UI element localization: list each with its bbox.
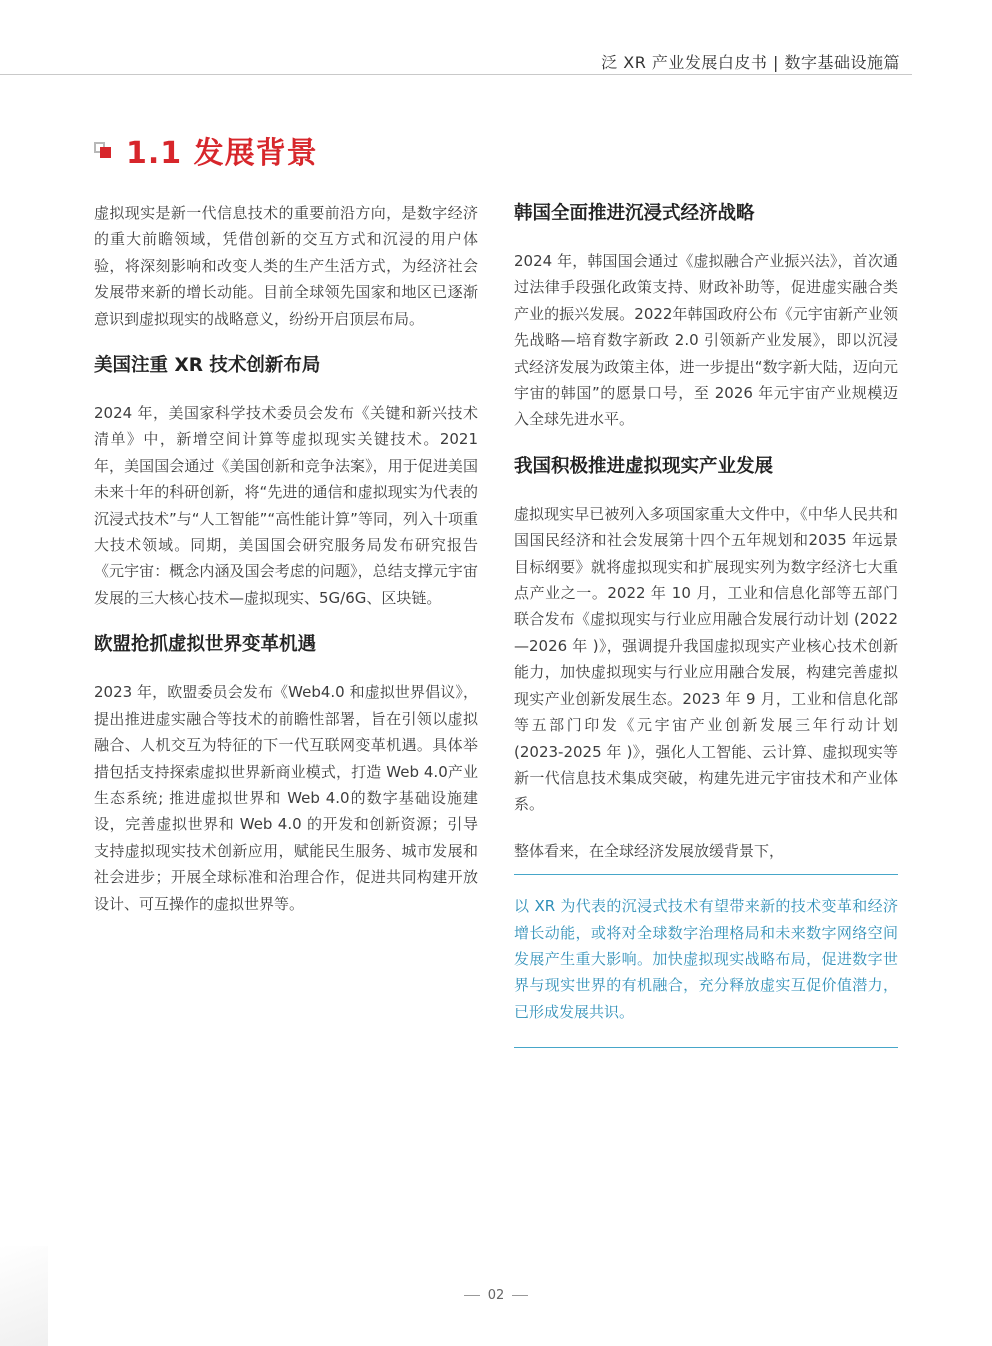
section-marker-icon [94,140,114,160]
eu-paragraph: 2023 年，欧盟委员会发布《Web4.0 和虚拟世界倡议》，提出推进虚实融合等技术的前瞻性部署，旨在引领以虚拟融合、人机交互为特征的下一代互联网变革机遇。具体举措包括支持探索虚拟世界新商业模式，打造 Web 4.0产业生态系统; 推进虚拟世界和 Web 4.0的数字基础设施建设，完善虚拟世界和 Web 4.0 的开发和创新资源；引导支持虚拟现实技术创新应用，赋能民生服务、城市发展和社会进步；开展全球标准和治理合作，促进共同构建开放设计、可互操作的虚拟世界等。 [94,683,478,913]
page-number-text: 02 [487,1288,505,1303]
intro-paragraph: 虚拟现实是新一代信息技术的重要前沿方向，是数字经济的重大前瞻领域，凭借创新的交互方式和沉浸的用户体验，将深刻影响和改变人类的生产生活方式，为经济社会发展带来新的增长动能。目前全球领先国家和地区已逐渐意识到虚拟现实的战略意义，纷纷开启顶层布局。 [94,204,478,328]
page-number-dash-right [512,1295,528,1296]
highlight-quote: 以 XR 为代表的沉浸式技术有望带来新的技术变革和经济增长动能，或将对全球数字治理格局和未来数字网络空间发展产生重大影响。加快虚拟现实战略布局，促进数字世界与现实世界的有机融合，充分释放虚实互促价值潜力，已形成发展共识。 [514,897,898,1021]
header-divider [0,74,912,75]
section-title [94,128,318,172]
page-header-title: 泛 XR 产业发展白皮书 | 数字基础设施篇 [601,53,900,72]
page-number-dash-left [464,1295,480,1296]
usa-heading: 美国注重 XR 技术创新布局 [94,355,321,377]
korea-paragraph: 2024 年，韩国国会通过《虚拟融合产业振兴法》，首次通过法律手段强化政策支持、财政补助等，促进虚实融合类产业的振兴发展。2022年韩国政府公布《元宇宙新产业领先战略—培育数字新政 2.0 引领新产业发展》，即以沉浸式经济发展为政策主体，进一步提出“数字新大陆，迈向元宇宙的韩国”的愿景口号，至 2026 年元宇宙产业规模迈入全球先进水平。 [514,252,898,429]
china-heading: 我国积极推进虚拟现实产业发展 [514,455,774,477]
left-column [94,200,478,917]
china-paragraph: 虚拟现实早已被列入多项国家重大文件中，《中华人民共和国国民经济和社会发展第十四个五年规划和2035 年远景目标纲要》就将虚拟现实和扩展现实列为数字经济七大重点产业之一。2022 年 10 月，工业和信息化部等五部门联合发布《虚拟现实与行业应用融合发展行动计划 (2022—2026 年 )》，强调提升我国虚拟现实产业核心技术创新能力，加快虚拟现实与行业应用融合发展，构建完善虚拟现实产业创新发展生态。2023 年 9 月，工业和信息化部等五部门印发《元宇宙产业创新发展三年行动计划 (2023-2025 年 )》，强化人工智能、云计算、虚拟现实等新一代信息技术集成突破，构建先进元宇宙技术和产业体系。 [514,504,898,814]
page-number [0,1288,992,1303]
korea-heading: 韩国全面推进沉浸式经济战略 [514,203,755,224]
eu-heading: 欧盟抢抓虚拟世界变革机遇 [94,634,317,656]
highlight-quote-box [514,874,898,1048]
usa-paragraph: 2024 年，美国家科学技术委员会发布《关键和新兴技术清单》中，新增空间计算等虚拟现实关键技术。2021 年，美国国会通过《美国创新和竞争法案》，用于促进美国未来十年的科研创新，将“先进的通信和虚拟现实为代表的沉浸式技术”与“人工智能”“高性能计算”等同，列入十项重大技术领域。同期，美国国会研究服务局发布研究报告《元宇宙：概念内涵及国会考虑的问题》，总结支撑元宇宙发展的三大核心技术—虚拟现实、5G/6G、区块链。 [94,404,478,607]
summary-lead: 整体看来，在全球经济发展放缓背景下， [514,841,785,860]
corner-decoration [0,1246,48,1346]
section-title-text: 1.1 发展背景 [126,136,318,171]
right-column [514,200,898,1048]
